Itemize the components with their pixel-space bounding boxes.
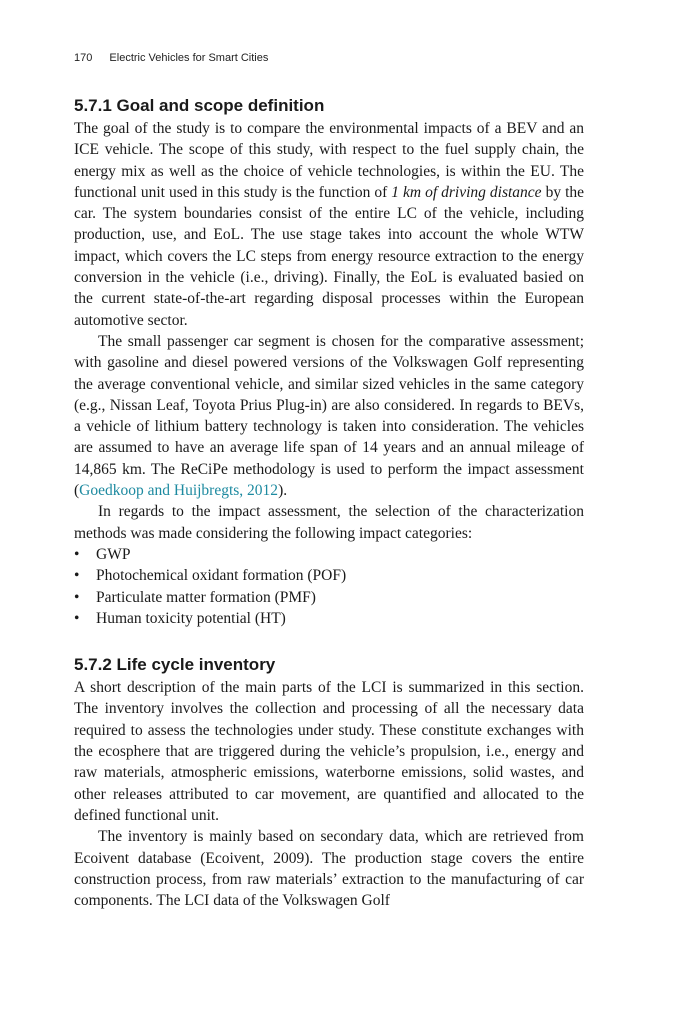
paragraph-car-segment-end: ). [278,482,288,500]
section-heading-life-cycle-inventory: 5.7.2 Life cycle inventory [74,655,276,675]
bullet-icon: • [74,567,80,585]
paragraph-inventory-data: The inventory is mainly based on secondary data, which are retrieved from Ecoivent database (Ecoivent, 2009). The production stage covers the entire construction process, from raw materials’ extraction to the manufacturing of car components. The LCI data of the Volkswagen Golf [74,828,584,910]
list-item [74,587,584,608]
functional-unit-emphasis: 1 km of driving distance [391,183,542,201]
paragraph-car-segment-text: The small passenger car segment is chosen for the comparative assessment; with gasoline and diesel powered versions of the Volkswagen Golf representing the average conventional vehicle, and similar sized vehicles in the same category (e.g., Nissan Leaf, Toyota Prius Plug-in) are also considered. In regards to BEVs, a vehicle of lithium battery technology is taken into consideration. The vehicles are assumed to have an average life span of 14 years and an annual mileage of 14,865 km. The ReCiPe methodology is used to perform the impact assessment ( [74,332,584,500]
list-item-text: Photochemical oxidant formation (POF) [96,567,347,585]
page-number: 170 [74,52,93,64]
paragraph-goal-text-b: by the car. The system boundaries consist of the entire LC of the vehicle, including production, use, and EoL. The use stage takes into account the whole WTW impact, which covers the LC steps from energy resource extraction to the energy conversion in the vehicle (i.e., driving). Finally, the EoL is evaluated basied on the current state-of-the-art regarding disposal processes within the European automotive sector. [74,183,584,329]
list-item-text: Human toxicity potential (HT) [96,609,286,627]
bullet-icon: • [74,588,80,606]
paragraph-car-segment [74,331,584,501]
impact-category-list [74,544,584,629]
paragraph-goal [74,118,584,331]
list-item-text: Particulate matter formation (PMF) [96,588,316,606]
paragraph-impact-assessment: In regards to the impact assessment, the selection of the characterization methods was made considering the following impact categories: [74,503,584,542]
paragraph-lci-description: A short description of the main parts of the LCI is summarized in this section. The inventory involves the collection and processing of all the necessary data required to assess the technologies under study. These constitute exchanges with the ecosphere that are triggered during the vehicle’s propulsion, i.e., energy and raw materials, atmospheric emissions, waterborne emissions, solid wastes, and other releases attributed to car movement, are quantified and allocated to the defined functional unit. [74,679,584,824]
list-item [74,608,584,629]
citation-link[interactable]: Goedkoop and Huijbregts, 2012 [79,482,279,500]
list-item-text: GWP [96,545,131,563]
list-item [74,544,584,565]
running-head [74,52,268,64]
section-heading-goal-scope: 5.7.1 Goal and scope definition [74,96,325,115]
list-item [74,565,584,586]
paragraph-goal-text-a: The goal of the study is to compare the environmental impacts of a BEV and an ICE vehicle. The scope of this study, with respect to the fuel supply chain, the energy mix as well as the choice of vehicle technologies, is within the EU. The functional unit used in this study is the function of [74,120,584,201]
bullet-icon: • [74,545,80,563]
page-content [74,96,584,911]
bullet-icon: • [74,609,80,627]
book-title: Electric Vehicles for Smart Cities [109,52,269,64]
